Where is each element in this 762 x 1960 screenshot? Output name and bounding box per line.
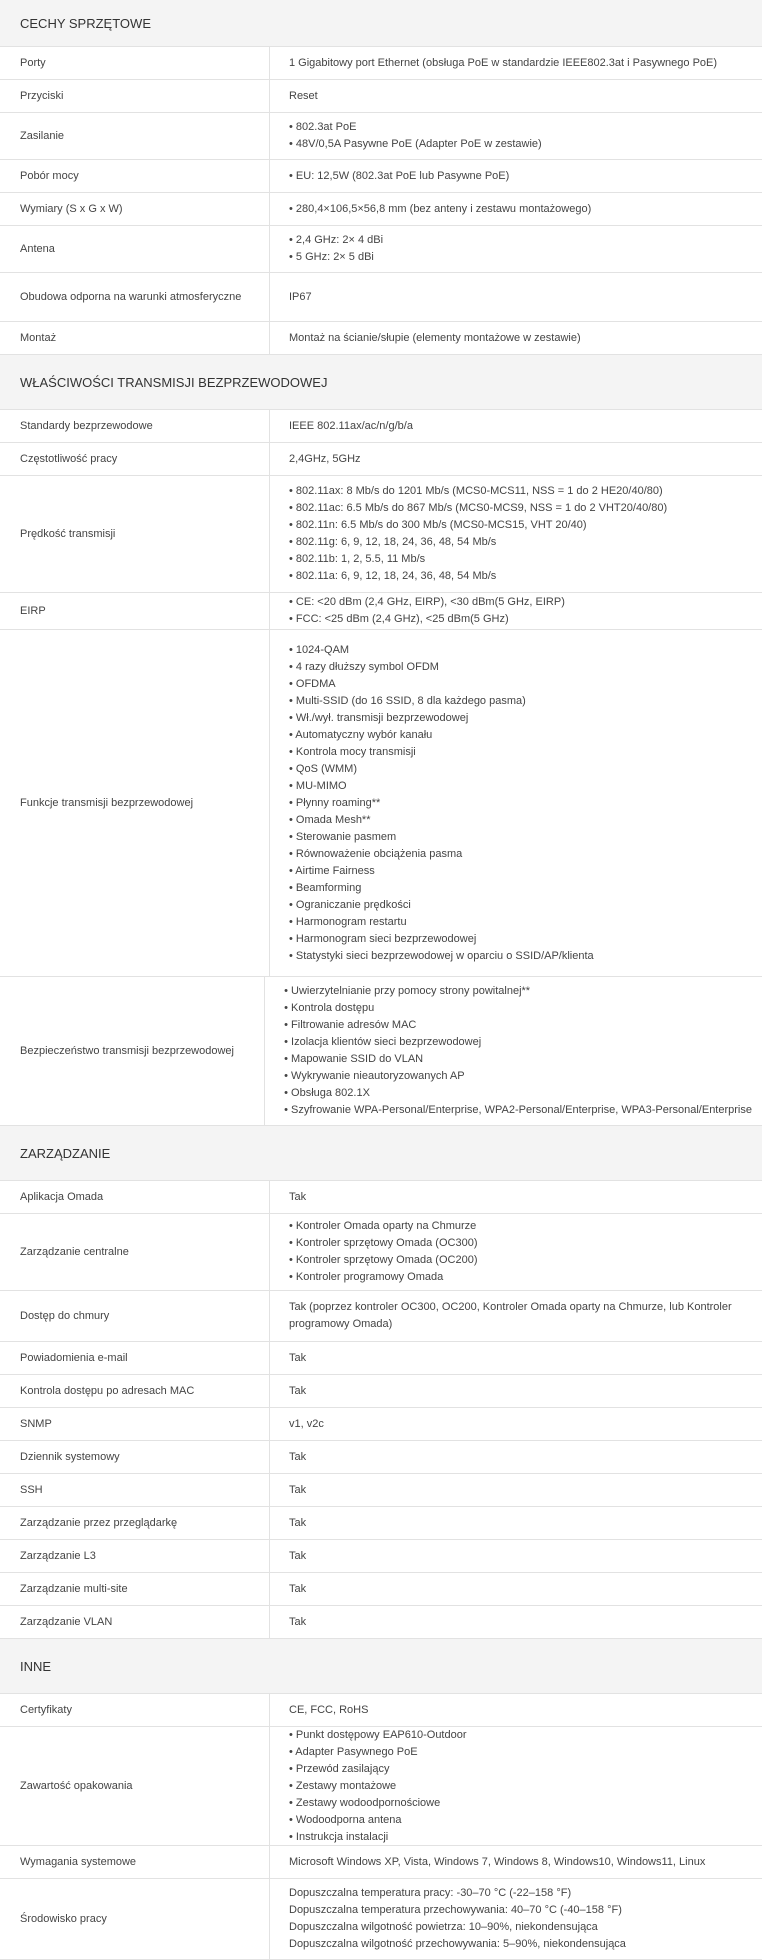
spec-row-kontrola-dostepu-po-adresach-mac xyxy=(0,1375,762,1408)
spec-value-line: • Płynny roaming** xyxy=(289,796,381,809)
spec-value-line: • 802.3at PoE xyxy=(289,121,357,133)
spec-row-bezpieczenstwo-transmisji-bezprzewodowej xyxy=(0,977,762,1126)
spec-value-line: • 802.11b: 1, 2, 5.5, 11 Mb/s xyxy=(289,553,426,565)
spec-value-line: • 4 razy dłuższy symbol OFDM xyxy=(289,660,439,673)
spec-value xyxy=(270,1441,762,1473)
spec-value xyxy=(270,1342,762,1374)
spec-value-line: • Sterowanie pasmem xyxy=(289,830,397,843)
spec-row-zarzadzanie-l3 xyxy=(0,1540,762,1573)
spec-value-line: • Harmonogram restartu xyxy=(289,915,407,928)
section-title: WŁAŚCIWOŚCI TRANSMISJI BEZPRZEWODOWEJ xyxy=(0,355,762,410)
spec-value xyxy=(270,476,762,592)
spec-value-line: • Izolacja klientów sieci bezprzewodowej xyxy=(284,1036,482,1048)
spec-value-line: • Instrukcja instalacji xyxy=(289,1830,389,1843)
spec-value-line: • OFDMA xyxy=(289,677,336,690)
spec-label: Dostęp do chmury xyxy=(0,1291,270,1341)
spec-row-certyfikaty xyxy=(0,1694,762,1727)
spec-row-ssh xyxy=(0,1474,762,1507)
spec-value xyxy=(270,1214,762,1290)
spec-value-line: • Statystyki sieci bezprzewodowej w oparciu o SSID/AP/klienta xyxy=(289,949,594,962)
spec-label: Prędkość transmisji xyxy=(0,476,270,592)
spec-value-line: • MU-MIMO xyxy=(289,779,347,792)
spec-row-zarzadzanie-vlan xyxy=(0,1606,762,1639)
section-inne xyxy=(0,1639,762,1960)
spec-value-line: • 280,4×106,5×56,8 mm (bez anteny i zestawu montażowego) xyxy=(289,202,592,215)
spec-value xyxy=(270,1181,762,1213)
spec-value-line: Tak xyxy=(289,1384,307,1397)
spec-value-line: • Ograniczanie prędkości xyxy=(289,898,411,911)
section-title: ZARZĄDZANIE xyxy=(0,1126,762,1181)
spec-value-line: • CE: <20 dBm (2,4 GHz, EIRP), <30 dBm(5 GHz, EIRP) xyxy=(289,596,565,608)
spec-value xyxy=(265,977,762,1125)
spec-value-line: • Airtime Fairness xyxy=(289,864,375,877)
spec-label: SNMP xyxy=(0,1408,270,1440)
spec-value xyxy=(270,1606,762,1638)
section-title: CECHY SPRZĘTOWE xyxy=(0,0,762,47)
spec-value-line: • Wodoodporna antena xyxy=(289,1813,402,1826)
spec-value xyxy=(270,410,762,442)
spec-value-line: • 802.11ac: 6.5 Mb/s do 867 Mb/s (MCS0-MCS9, NSS = 1 do 2 VHT20/40/80) xyxy=(289,502,668,514)
spec-value-line: • Obsługa 802.1X xyxy=(284,1087,370,1099)
spec-value-line: • Kontrola dostępu xyxy=(284,1002,375,1014)
spec-row-srodowisko-pracy xyxy=(0,1879,762,1960)
spec-value-line: Tak xyxy=(289,1516,307,1529)
spec-value xyxy=(270,1507,762,1539)
spec-label: Przyciski xyxy=(0,80,270,112)
spec-value-line: • EU: 12,5W (802.3at PoE lub Pasywne PoE) xyxy=(289,169,510,182)
spec-label: Zarządzanie przez przeglądarkę xyxy=(0,1507,270,1539)
spec-value-line: • 48V/0,5A Pasywne PoE (Adapter PoE w zestawie) xyxy=(289,138,542,150)
spec-label: Aplikacja Omada xyxy=(0,1181,270,1213)
spec-row-pobor-mocy xyxy=(0,160,762,193)
spec-row-eirp xyxy=(0,593,762,630)
spec-value-line: • Beamforming xyxy=(289,881,362,894)
spec-label: Kontrola dostępu po adresach MAC xyxy=(0,1375,270,1407)
spec-value xyxy=(270,160,762,192)
spec-value-line: • Automatyczny wybór kanału xyxy=(289,728,433,741)
spec-row-zarzadzanie-multi-site xyxy=(0,1573,762,1606)
spec-label: Zawartość opakowania xyxy=(0,1727,270,1845)
spec-label: Porty xyxy=(0,47,270,79)
spec-value-line: • Multi-SSID (do 16 SSID, 8 dla każdego pasma) xyxy=(289,694,526,707)
spec-value xyxy=(270,1540,762,1572)
spec-row-standardy-bezprzewodowe xyxy=(0,410,762,443)
spec-row-dziennik-systemowy xyxy=(0,1441,762,1474)
spec-value-line: IEEE 802.11ax/ac/n/g/b/a xyxy=(289,419,413,432)
spec-label: Powiadomienia e-mail xyxy=(0,1342,270,1374)
spec-value-line: • Punkt dostępowy EAP610-Outdoor xyxy=(289,1728,467,1741)
spec-value-line: IP67 xyxy=(289,290,312,303)
spec-value-line: • Przewód zasilający xyxy=(289,1762,390,1775)
spec-row-powiadomienia-e-mail xyxy=(0,1342,762,1375)
spec-label: Wymiary (S x G x W) xyxy=(0,193,270,225)
section-title: INNE xyxy=(0,1639,762,1694)
spec-value-line: • Zestawy wodoodpornościowe xyxy=(289,1796,441,1809)
spec-value-line: Tak xyxy=(289,1582,307,1595)
spec-row-funkcje-transmisji-bezprzewodowej xyxy=(0,630,762,977)
spec-value-line: Tak xyxy=(289,1190,307,1203)
spec-value xyxy=(270,273,762,321)
spec-value-line: • Omada Mesh** xyxy=(289,813,371,826)
section-wlasciwosci-transmisji-bezprzewodowej xyxy=(0,355,762,1126)
spec-label: Funkcje transmisji bezprzewodowej xyxy=(0,630,270,976)
spec-value-line: • Zestawy montażowe xyxy=(289,1779,397,1792)
spec-value-line: • Filtrowanie adresów MAC xyxy=(284,1019,417,1031)
spec-row-porty xyxy=(0,47,762,80)
spec-label: Pobór mocy xyxy=(0,160,270,192)
spec-row-przyciski xyxy=(0,80,762,113)
spec-value xyxy=(270,47,762,79)
spec-row-zarzadzanie-przez-przegladarke xyxy=(0,1507,762,1540)
spec-label: Certyfikaty xyxy=(0,1694,270,1726)
spec-value-line: • Kontroler sprzętowy Omada (OC200) xyxy=(289,1254,478,1266)
spec-row-zasilanie xyxy=(0,113,762,160)
spec-label: EIRP xyxy=(0,593,270,629)
spec-value xyxy=(270,1408,762,1440)
spec-value-line: • 1024-QAM xyxy=(289,643,350,656)
spec-value-line: 2,4GHz, 5GHz xyxy=(289,452,361,465)
spec-value-line: • Kontroler Omada oparty na Chmurze xyxy=(289,1220,477,1232)
spec-row-montaz xyxy=(0,322,762,355)
spec-value xyxy=(270,322,762,354)
spec-label: Środowisko pracy xyxy=(0,1879,270,1959)
spec-value-line: Tak xyxy=(289,1483,307,1496)
spec-row-zawartosc-opakowania xyxy=(0,1727,762,1846)
spec-value xyxy=(270,443,762,475)
spec-value xyxy=(270,1846,762,1878)
spec-value-line: CE, FCC, RoHS xyxy=(289,1703,369,1716)
spec-label: Zarządzanie multi-site xyxy=(0,1573,270,1605)
spec-value-line: Microsoft Windows XP, Vista, Windows 7, Windows 8, Windows10, Windows11, Linux xyxy=(289,1855,706,1868)
spec-row-wymagania-systemowe xyxy=(0,1846,762,1879)
spec-value xyxy=(270,1474,762,1506)
spec-value-line: • Szyfrowanie WPA-Personal/Enterprise, WPA2-Personal/Enterprise, WPA3-Personal/Enterprise xyxy=(284,1104,752,1116)
spec-label: Zarządzanie VLAN xyxy=(0,1606,270,1638)
spec-label: Zarządzanie centralne xyxy=(0,1214,270,1290)
spec-value xyxy=(270,1375,762,1407)
spec-value-line: Dopuszczalna wilgotność przechowywania: 5–90%, niekondensująca xyxy=(289,1938,626,1950)
spec-value-line: Reset xyxy=(289,89,318,102)
spec-value-line: Tak xyxy=(289,1450,307,1463)
spec-row-czestotliwosc-pracy xyxy=(0,443,762,476)
spec-value-line: Dopuszczalna temperatura przechowywania: 40–70 °C (-40–158 °F) xyxy=(289,1904,622,1916)
spec-value-line: Tak (poprzez kontroler OC300, OC200, Kontroler Omada oparty na Chmurze, lub Kontroler programowy Omada) xyxy=(289,1301,732,1330)
spec-value-line: • 802.11a: 6, 9, 12, 18, 24, 36, 48, 54 Mb/s xyxy=(289,570,497,582)
spec-value-line: v1, v2c xyxy=(289,1417,324,1430)
spec-value-line: Dopuszczalna temperatura pracy: -30–70 °C (-22–158 °F) xyxy=(289,1887,572,1899)
spec-row-predkosc-transmisji xyxy=(0,476,762,593)
spec-value-line: • Kontrola mocy transmisji xyxy=(289,745,416,758)
spec-row-antena xyxy=(0,226,762,273)
spec-value-line: • FCC: <25 dBm (2,4 GHz), <25 dBm(5 GHz) xyxy=(289,613,509,625)
spec-value-line: • 2,4 GHz: 2× 4 dBi xyxy=(289,234,384,246)
spec-value-line: • QoS (WMM) xyxy=(289,762,358,775)
spec-label: Standardy bezprzewodowe xyxy=(0,410,270,442)
section-cechy-sprzetowe xyxy=(0,0,762,355)
spec-row-snmp xyxy=(0,1408,762,1441)
spec-value-line: • 802.11n: 6.5 Mb/s do 300 Mb/s (MCS0-MCS15, VHT 20/40) xyxy=(289,519,587,531)
spec-value-line: • 802.11ax: 8 Mb/s do 1201 Mb/s (MCS0-MCS11, NSS = 1 do 2 HE20/40/80) xyxy=(289,485,663,497)
spec-label: Obudowa odporna na warunki atmosferyczne xyxy=(0,273,270,321)
section-zarzadzanie xyxy=(0,1126,762,1639)
spec-value-line: • Wykrywanie nieautoryzowanych AP xyxy=(284,1070,465,1082)
spec-row-obudowa-odporna-na-warunki-atmosferyczne xyxy=(0,273,762,322)
spec-value-line: • Uwierzytelnianie przy pomocy strony powitalnej** xyxy=(284,985,531,997)
spec-label: Wymagania systemowe xyxy=(0,1846,270,1878)
spec-label: Dziennik systemowy xyxy=(0,1441,270,1473)
spec-label: Bezpieczeństwo transmisji bezprzewodowej xyxy=(0,977,265,1125)
spec-value-line: Montaż na ścianie/słupie (elementy montażowe w zestawie) xyxy=(289,331,581,344)
spec-value xyxy=(270,593,762,629)
spec-value-line: Tak xyxy=(289,1549,307,1562)
spec-value xyxy=(270,1573,762,1605)
spec-row-zarzadzanie-centralne xyxy=(0,1214,762,1291)
spec-value xyxy=(270,1291,762,1341)
spec-label: Zarządzanie L3 xyxy=(0,1540,270,1572)
spec-value-line: • Harmonogram sieci bezprzewodowej xyxy=(289,932,477,945)
spec-value-line: • 5 GHz: 2× 5 dBi xyxy=(289,251,374,263)
spec-row-wymiary-s-x-g-x-w xyxy=(0,193,762,226)
spec-value xyxy=(270,113,762,159)
spec-value xyxy=(270,1727,762,1845)
spec-value xyxy=(270,193,762,225)
spec-value-line: • Wł./wył. transmisji bezprzewodowej xyxy=(289,711,469,724)
spec-value-line: • Mapowanie SSID do VLAN xyxy=(284,1053,424,1065)
spec-label: Montaż xyxy=(0,322,270,354)
spec-value-line: Tak xyxy=(289,1351,307,1364)
spec-row-aplikacja-omada xyxy=(0,1181,762,1214)
spec-value xyxy=(270,630,762,976)
spec-value-line: • Kontroler programowy Omada xyxy=(289,1271,444,1283)
spec-label: Antena xyxy=(0,226,270,272)
spec-value xyxy=(270,226,762,272)
spec-value xyxy=(270,1694,762,1726)
spec-value-line: • Adapter Pasywnego PoE xyxy=(289,1745,418,1758)
spec-label: SSH xyxy=(0,1474,270,1506)
spec-label: Zasilanie xyxy=(0,113,270,159)
spec-row-dostep-do-chmury xyxy=(0,1291,762,1342)
spec-value-line: Tak xyxy=(289,1615,307,1628)
spec-label: Częstotliwość pracy xyxy=(0,443,270,475)
spec-value xyxy=(270,80,762,112)
spec-value-line: • 802.11g: 6, 9, 12, 18, 24, 36, 48, 54 Mb/s xyxy=(289,536,497,548)
spec-value-line: 1 Gigabitowy port Ethernet (obsługa PoE w standardzie IEEE802.3at i Pasywnego PoE) xyxy=(289,56,718,69)
spec-value-line: • Kontroler sprzętowy Omada (OC300) xyxy=(289,1237,478,1249)
spec-value-line: Dopuszczalna wilgotność powietrza: 10–90%, niekondensująca xyxy=(289,1921,598,1933)
spec-value xyxy=(270,1879,762,1959)
spec-value-line: • Równoważenie obciążenia pasma xyxy=(289,847,463,860)
